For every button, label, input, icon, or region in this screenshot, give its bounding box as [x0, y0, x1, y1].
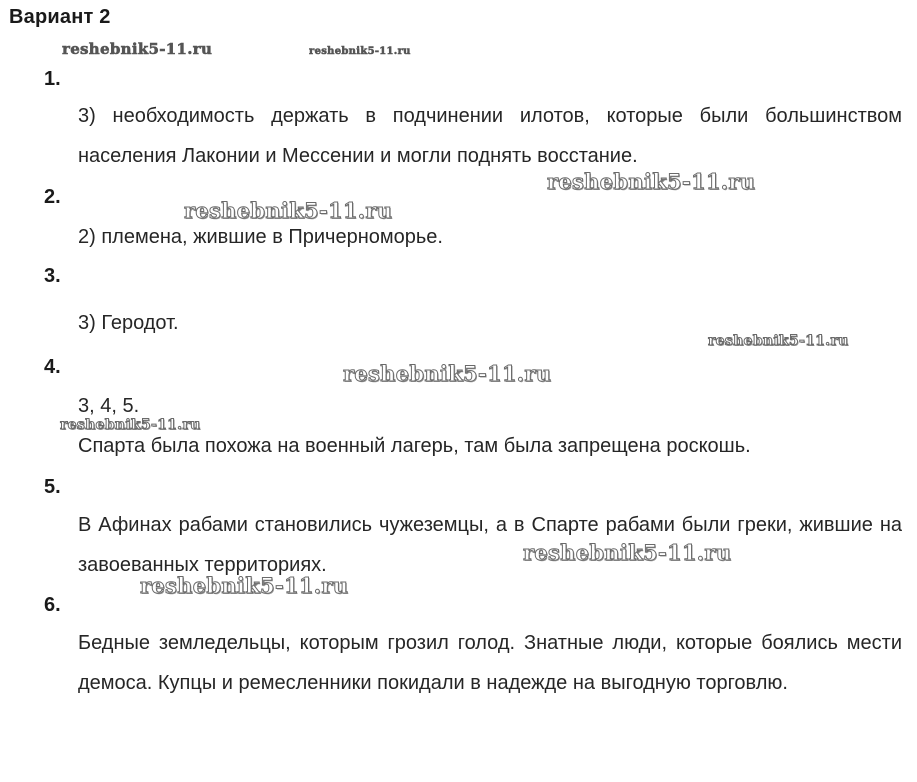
watermark: reshebnik5-11.ru [708, 333, 849, 349]
answer-text: 2) племена, жившие в Причерноморье. [78, 226, 443, 248]
question-number: 4. [44, 356, 61, 378]
question-number: 3. [44, 265, 61, 287]
watermark: reshebnik5-11.ru [184, 198, 393, 223]
answer-text: В Афинах рабами становились чужеземцы, а в Спарте рабами были греки, жившие на завоеванных территориях. [78, 514, 902, 576]
answer-explanation: Спарта была похожа на военный лагерь, там была запрещена роскошь. [78, 435, 751, 457]
answer-text: 3) необходимость держать в подчинении илотов, которые были большинством населения Лаконии и Мессении и могли поднять восстание. [78, 105, 902, 167]
answer-text: 3, 4, 5. [78, 395, 140, 417]
watermark: reshebnik5-11.ru [309, 46, 411, 57]
question-number: 5. [44, 476, 61, 498]
answer-text: Бедные земледельцы, которым грозил голод. Знатные люди, которые боялись мести демоса. Купцы и ремесленники покидали в надежде на выгодную торговлю. [78, 632, 902, 694]
watermark: reshebnik5-11.ru [62, 40, 213, 58]
watermark: reshebnik5-11.ru [60, 417, 201, 433]
question-number: 6. [44, 594, 61, 616]
watermark: reshebnik5-11.ru [343, 361, 552, 386]
question-number: 1. [44, 68, 61, 90]
watermark: reshebnik5-11.ru [140, 573, 349, 598]
answer-text: 3) Геродот. [78, 312, 179, 334]
question-number: 2. [44, 186, 61, 208]
watermark: reshebnik5-11.ru [523, 540, 732, 565]
page-title: Вариант 2 [9, 6, 111, 28]
watermark: reshebnik5-11.ru [547, 169, 756, 194]
